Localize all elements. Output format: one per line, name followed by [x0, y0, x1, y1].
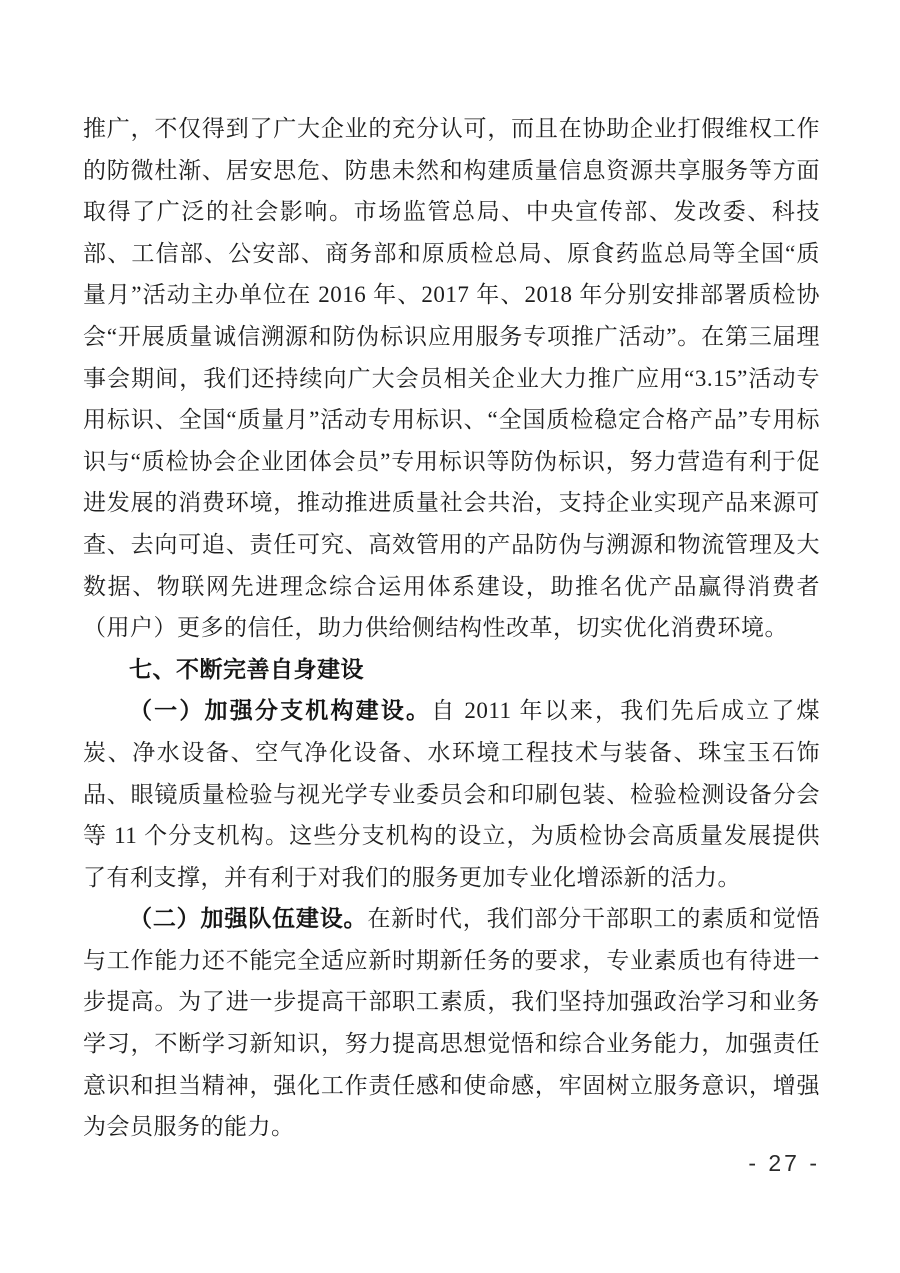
subsection-paragraph-1: [83, 690, 820, 898]
subsection-paragraph-2: [83, 898, 820, 1148]
continuation-paragraph: 推广，不仅得到了广大企业的充分认可，而且在协助企业打假维权工作的防微杜渐、居安思危、防患未然和构建质量信息资源共享服务等方面取得了广泛的社会影响。市场监管总局、中央宣传部、发改委、科技部、工信部、公安部、商务部和原质检总局、原食药监总局等全国“质量月”活动主办单位在 2016 年、2017 年、2018 年分别安排部署质检协会“开展质量诚信溯源和防伪标识应用服务专项推广活动”。在第三届理事会期间，我们还持续向广大会员相关企业大力推广应用“3.15”活动专用标识、全国“质量月”活动专用标识、“全国质检稳定合格产品”专用标识与“质检协会企业团体会员”专用标识等防伪标识，努力营造有利于促进发展的消费环境，推动推进质量社会共治，支持企业实现产品来源可查、去向可追、责任可究、高效管用的产品防伪与溯源和物流管理及大数据、物联网先进理念综合运用体系建设，助推名优产品赢得消费者（用户）更多的信任，助力供给侧结构性改革，切实优化消费环境。: [83, 116, 820, 641]
subsection-1-text: 自 2011 年以来，我们先后成立了煤炭、净水设备、空气净化设备、水环境工程技术与装备、珠宝玉石饰品、眼镜质量检验与视光学专业委员会和印刷包装、检验检测设备分会等 11 个分支机构。这些分支机构的设立，为质检协会高质量发展提供了有利支撑，并有利于对我们的服务更加专业化增添新的活力。: [83, 698, 821, 890]
document-body: [83, 108, 820, 1148]
section-heading: 七、不断完善自身建设: [129, 655, 364, 682]
subsection-1-lead: （一）加强分支机构建设。: [129, 698, 432, 724]
subsection-2-lead: （二）加强队伍建设。: [129, 906, 368, 932]
page-number: - 27 -: [748, 1150, 820, 1176]
page-footer: [748, 1150, 820, 1176]
subsection-2-text: 在新时代，我们部分干部职工的素质和觉悟与工作能力还不能完全适应新时期新任务的要求，专业素质也有待进一步提高。为了进一步提高干部职工素质，我们坚持加强政治学习和业务学习，不断学习新知识，努力提高思想觉悟和综合业务能力，加强责任意识和担当精神，强化工作责任感和使命感，牢固树立服务意识，增强为会员服务的能力。: [83, 906, 821, 1140]
